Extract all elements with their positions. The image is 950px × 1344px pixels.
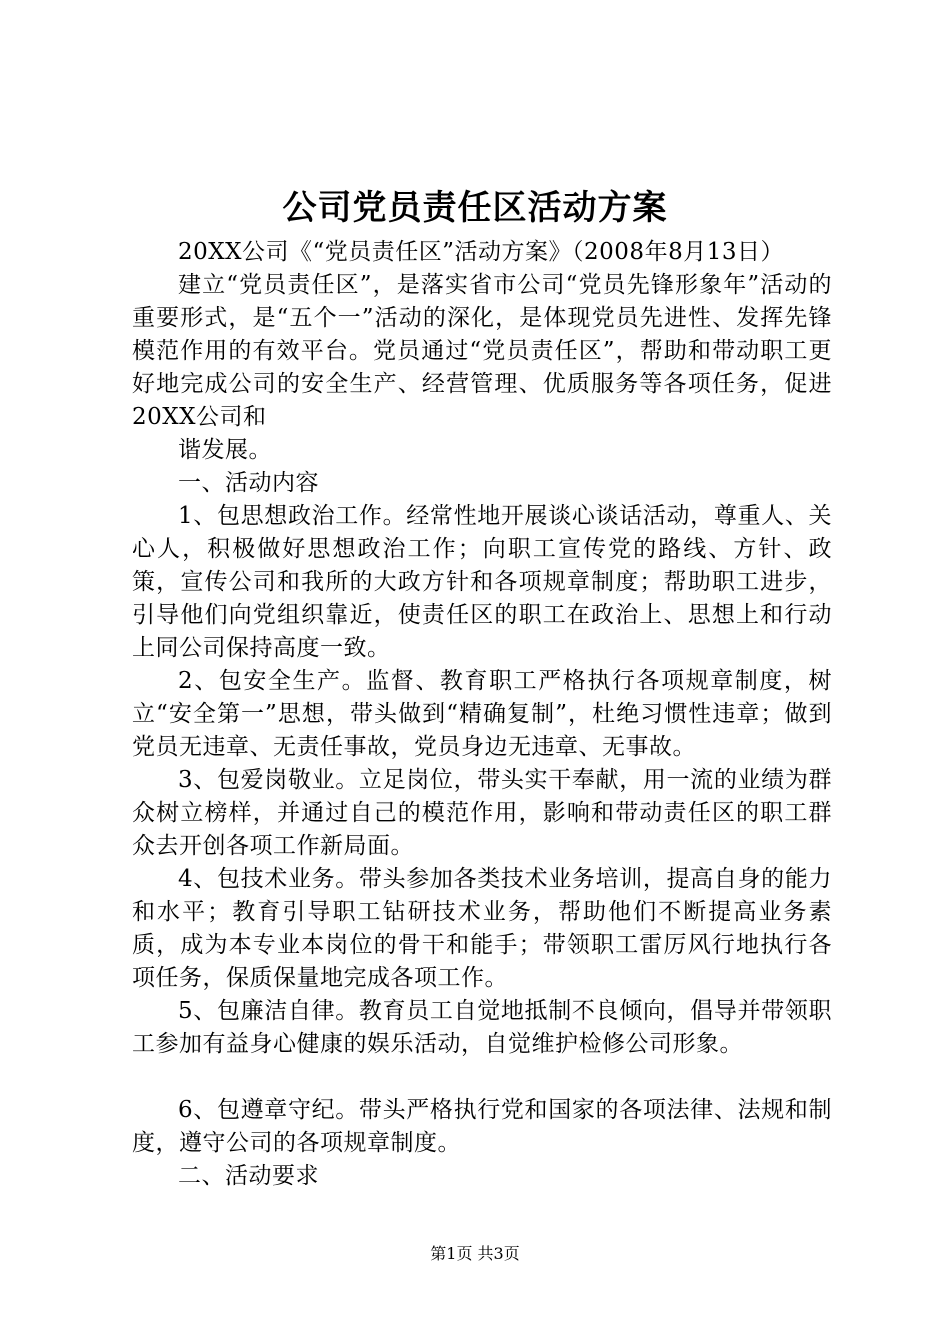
paragraph-background-continued: 谐发展。 [178, 437, 272, 463]
paragraph-item-3: 3、包爱岗敬业。立足岗位，带头实干奉献，用一流的业绩为群众树立榜样，并通过自己的模范作用，影响和带动责任区的职工群众去开创各项工作新局面。 [132, 767, 832, 859]
section-heading-requirements: 二、活动要求 [178, 1163, 319, 1189]
paragraph-item-4: 4、包技术业务。带头参加各类技术业务培训，提高自身的能力和水平；教育引导职工钻研技术业务，帮助他们不断提高业务素质，成为本专业本岗位的骨干和能手；带领职工雷厉风行地执行各项任务，保质保量地完成各项工作。 [132, 866, 832, 991]
paragraph-item-1: 1、包思想政治工作。经常性地开展谈心谈话活动，尊重人、关心人，积极做好思想政治工作；向职工宣传党的路线、方针、政策，宣传公司和我所的大政方针和各项规章制度；帮助职工进步，引导他们向党组织靠近，使责任区的职工在政治上、思想上和行动上同公司保持高度一致。 [132, 503, 832, 661]
document-body [132, 236, 832, 1193]
section-heading-content: 一、活动内容 [178, 470, 319, 496]
page-number-footer: 第1页 共3页 [430, 1244, 520, 1263]
paragraph-item-2: 2、包安全生产。监督、教育职工严格执行各项规章制度，树立“安全第一”思想，带头做到“精确复制”，杜绝习惯性违章；做到党员无违章、无责任事故，党员身边无违章、无事故。 [132, 668, 832, 760]
document-title: 公司党员责任区活动方案 [282, 188, 668, 228]
paragraph-item-5: 5、包廉洁自律。教育员工自觉地抵制不良倾向，倡导并带领职工参加有益身心健康的娱乐活动，自觉维护检修公司形象。 [132, 998, 832, 1057]
paragraph-item-6: 6、包遵章守纪。带头严格执行党和国家的各项法律、法规和制度，遵守公司的各项规章制度。 [132, 1097, 832, 1156]
paragraph-background: 建立“党员责任区”，是落实省市公司“党员先锋形象年”活动的重要形式，是“五个一”活动的深化，是体现党员先进性、发挥先锋模范作用的有效平台。党员通过“党员责任区”，帮助和带动职工更好地完成公司的安全生产、经营管理、优质服务等各项任务，促进20XX公司和 [132, 272, 832, 430]
paragraph-intro: 20XX公司《“党员责任区”活动方案》（2008年8月13日） [178, 239, 784, 265]
